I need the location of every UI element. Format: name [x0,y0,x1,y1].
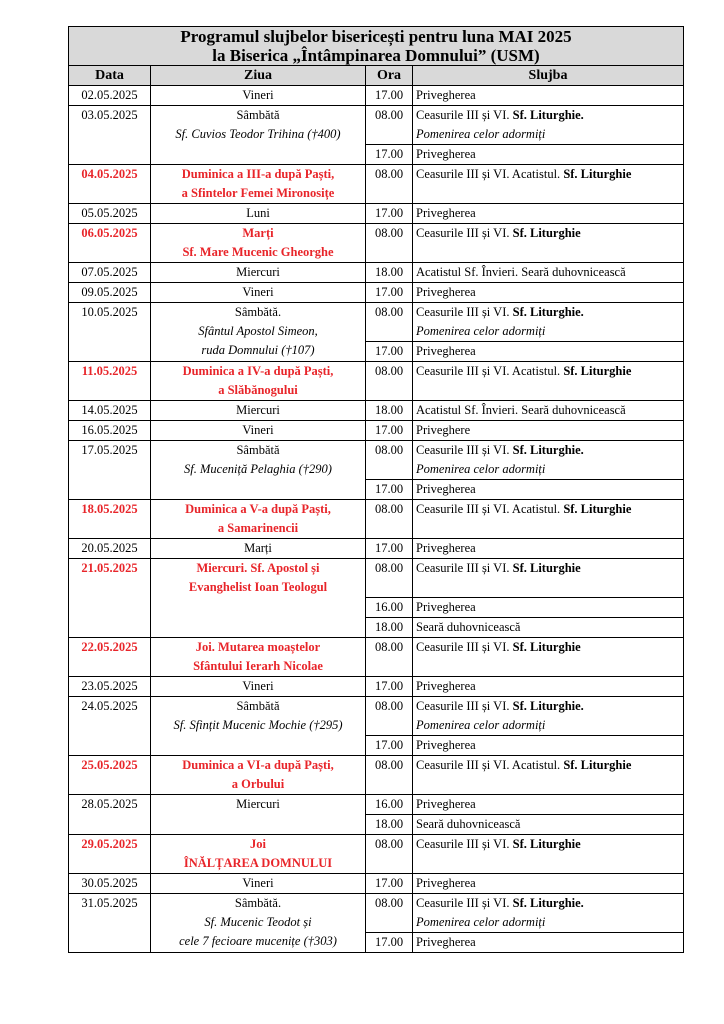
day-line: Sâmbătă [236,443,280,457]
day-saint: Sf. Muceniță Pelaghia (†290) [184,462,332,476]
slujba-text: Ceasurile III și VI. [416,108,510,122]
slujba-line [416,401,680,420]
ora-cell: 08.00 [366,303,413,342]
ora-cell: 08.00 [366,500,413,539]
slujba-text: Ceasurile III și VI. Acatistul. [416,758,561,772]
slujba-liturgy: Sf. Liturghie [563,167,632,181]
ora-cell: 08.00 [366,638,413,677]
day-line: Miercuri [236,403,280,417]
day-cell [151,795,366,835]
slujba-line [416,815,680,834]
ora-cell: 17.00 [366,480,413,500]
day-saint: ruda Domnului (†107) [201,343,315,357]
slujba-text: Privegherea [416,88,476,102]
day-cell [151,204,366,224]
slujba-text: Ceasurile III și VI. [416,305,510,319]
slujba-note: Pomenirea celor adormiți [416,915,546,929]
day-saint: Sf. Cuvios Teodor Trihina (†400) [175,127,341,141]
ora-cell: 17.00 [366,283,413,303]
ora-cell: 17.00 [366,933,413,953]
date-cell: 02.05.2025 [69,86,151,106]
table-row [69,539,684,559]
day-cell [151,401,366,421]
date-cell: 23.05.2025 [69,677,151,697]
slujba-text: Acatistul Sf. Învieri. Seară duhovnicească [416,403,626,417]
slujba-line [416,283,680,302]
slujba-text: Ceasurile III și VI. Acatistul. [416,167,561,181]
slujba-liturgy: Sf. Liturghie [512,837,581,851]
day-line: Marți [244,541,272,555]
slujba-line [416,106,680,125]
day-cell [151,835,366,874]
slujba-line [416,500,680,519]
date-cell: 09.05.2025 [69,283,151,303]
slujba-text: Privegherea [416,147,476,161]
table-row [69,401,684,421]
slujba-text: Privegherea [416,541,476,555]
day-saint: cele 7 fecioare mucenițe (†303) [179,934,337,948]
table-row [69,204,684,224]
date-cell: 14.05.2025 [69,401,151,421]
slujba-cell [413,401,684,421]
ora-cell: 18.00 [366,618,413,638]
slujba-cell [413,756,684,795]
date-cell: 24.05.2025 [69,697,151,756]
title-line-2: la Biserica „Întâmpinarea Domnului” (USM) [212,46,540,65]
slujba-text: Privegherea [416,285,476,299]
day-cell [151,362,366,401]
slujba-note: Pomenirea celor adormiți [416,127,546,141]
slujba-line [416,539,680,558]
slujba-line [416,559,680,578]
day-cell [151,106,366,165]
slujba-note: Pomenirea celor adormiți [416,324,546,338]
slujba-line [416,598,680,617]
slujba-text: Seară duhovnicească [416,620,521,634]
slujba-text: Acatistul Sf. Învieri. Seară duhovnicească [416,265,626,279]
date-cell: 20.05.2025 [69,539,151,559]
day-saint: Sf. Mucenic Teodot și [204,915,312,929]
day-line: Sâmbătă [236,699,280,713]
slujba-line [416,677,680,696]
table-row [69,756,684,795]
header-day: Ziua [151,66,366,86]
ora-cell: 08.00 [366,894,413,933]
date-cell: 25.05.2025 [69,756,151,795]
slujba-text: Ceasurile III și VI. Acatistul. [416,502,561,516]
ora-cell: 17.00 [366,539,413,559]
ora-cell: 16.00 [366,795,413,815]
ora-cell: 08.00 [366,106,413,145]
slujba-note: Pomenirea celor adormiți [416,718,546,732]
slujba-cell [413,86,684,106]
day-line: Luni [246,206,270,220]
slujba-cell [413,480,684,500]
day-line: Duminica a III-a după Paști, [181,167,335,181]
header-row [69,66,684,86]
day-cell [151,894,366,953]
date-cell: 29.05.2025 [69,835,151,874]
slujba-cell [413,224,684,263]
slujba-line [416,480,680,499]
slujba-text: Ceasurile III și VI. [416,837,510,851]
slujba-cell [413,933,684,953]
slujba-cell [413,500,684,539]
ora-cell: 16.00 [366,598,413,618]
day-cell [151,874,366,894]
slujba-cell [413,835,684,874]
slujba-cell [413,145,684,165]
slujba-line [416,874,680,893]
ora-cell: 17.00 [366,342,413,362]
title-row [69,27,684,66]
date-cell: 17.05.2025 [69,441,151,500]
slujba-liturgy: Sf. Liturghie. [512,108,584,122]
table-row [69,795,684,815]
slujba-line [416,933,680,952]
ora-cell: 17.00 [366,677,413,697]
ora-cell: 17.00 [366,86,413,106]
slujba-text: Ceasurile III și VI. Acatistul. [416,364,561,378]
day-saint: Sfântul Apostol Simeon, [198,324,318,338]
day-line: Evanghelist Ioan Teologul [188,580,328,594]
table-row [69,697,684,736]
schedule-table [68,26,684,953]
ora-cell: 17.00 [366,421,413,441]
slujba-text: Ceasurile III și VI. [416,443,510,457]
slujba-cell [413,204,684,224]
date-cell: 05.05.2025 [69,204,151,224]
slujba-cell [413,421,684,441]
slujba-cell [413,362,684,401]
date-cell: 22.05.2025 [69,638,151,677]
slujba-liturgy: Sf. Liturghie [512,561,581,575]
ora-cell: 08.00 [366,756,413,795]
day-line: Duminica a IV-a după Paști, [182,364,334,378]
slujba-cell [413,342,684,362]
table-row [69,303,684,342]
date-cell: 18.05.2025 [69,500,151,539]
day-line: Vineri [242,876,274,890]
slujba-cell [413,441,684,480]
slujba-line [416,835,680,854]
ora-cell: 17.00 [366,874,413,894]
ora-cell: 17.00 [366,204,413,224]
slujba-text: Ceasurile III și VI. [416,640,510,654]
slujba-liturgy: Sf. Liturghie [563,758,632,772]
date-cell: 11.05.2025 [69,362,151,401]
date-cell: 07.05.2025 [69,263,151,283]
slujba-text: Seară duhovnicească [416,817,521,831]
date-cell: 21.05.2025 [69,559,151,638]
table-row [69,559,684,598]
slujba-line [416,145,680,164]
slujba-text: Ceasurile III și VI. [416,896,510,910]
slujba-cell [413,874,684,894]
ora-cell: 17.00 [366,145,413,165]
day-cell [151,539,366,559]
slujba-liturgy: Sf. Liturghie. [512,896,584,910]
slujba-cell [413,697,684,736]
day-cell [151,677,366,697]
day-line: Miercuri [236,797,280,811]
day-cell [151,224,366,263]
slujba-text: Ceasurile III și VI. [416,561,510,575]
slujba-line [416,795,680,814]
table-row [69,106,684,145]
slujba-text: Privegherea [416,679,476,693]
day-line: Duminica a VI-a după Paști, [182,758,334,772]
slujba-liturgy: Sf. Liturghie. [512,305,584,319]
slujba-cell [413,638,684,677]
day-line: Sfântului Ierarh Nicolae [193,659,323,673]
slujba-text: Privegherea [416,876,476,890]
table-row [69,263,684,283]
slujba-line [416,756,680,775]
slujba-line [416,342,680,361]
table-row [69,362,684,401]
slujba-line [416,204,680,223]
slujba-cell [413,795,684,815]
slujba-cell [413,283,684,303]
header-date: Data [69,66,151,86]
date-cell: 06.05.2025 [69,224,151,263]
day-cell [151,638,366,677]
slujba-text: Privegherea [416,344,476,358]
slujba-line [416,86,680,105]
ora-cell: 08.00 [366,697,413,736]
table-row [69,421,684,441]
slujba-cell [413,815,684,835]
day-line: a Sfintelor Femei Mironosițe [181,186,335,200]
date-cell: 03.05.2025 [69,106,151,165]
table-row [69,283,684,303]
table-row [69,165,684,204]
slujba-line [416,441,680,460]
day-line: a Samarinencii [217,521,299,535]
slujba-line [416,618,680,637]
day-line: Sâmbătă. [234,896,282,910]
table-row [69,874,684,894]
day-line: Vineri [242,423,274,437]
day-cell [151,441,366,500]
slujba-text: Privegherea [416,935,476,949]
date-cell: 31.05.2025 [69,894,151,953]
header-ora: Ora [366,66,413,86]
table-row [69,500,684,539]
slujba-text: Privegherea [416,738,476,752]
slujba-cell [413,263,684,283]
slujba-line [416,638,680,657]
day-line: Vineri [242,88,274,102]
day-line: Sf. Mare Mucenic Gheorghe [182,245,334,259]
day-cell [151,421,366,441]
date-cell: 04.05.2025 [69,165,151,204]
ora-cell: 08.00 [366,165,413,204]
day-cell [151,283,366,303]
day-line: Duminica a V-a după Paști, [185,502,331,516]
slujba-text: Ceasurile III și VI. [416,699,510,713]
slujba-cell [413,165,684,204]
ora-cell: 18.00 [366,815,413,835]
day-line: Miercuri. Sf. Apostol și [196,561,320,575]
title-line-1: Programul slujbelor bisericești pentru luna MAI 2025 [180,27,572,46]
slujba-cell [413,539,684,559]
slujba-cell [413,598,684,618]
slujba-note: Pomenirea celor adormiți [416,462,546,476]
slujba-text: Privegherea [416,797,476,811]
slujba-text: Privegherea [416,206,476,220]
slujba-cell [413,677,684,697]
slujba-liturgy: Sf. Liturghie [563,364,632,378]
ora-cell: 08.00 [366,559,413,598]
day-cell [151,86,366,106]
ora-cell: 17.00 [366,736,413,756]
slujba-line [416,421,680,440]
day-cell [151,559,366,638]
slujba-cell [413,736,684,756]
slujba-liturgy: Sf. Liturghie [512,226,581,240]
day-line: Sâmbătă. [234,305,282,319]
day-cell [151,165,366,204]
day-line: Joi [250,837,266,851]
slujba-line [416,303,680,322]
day-saint: Sf. Sfințit Mucenic Mochie (†295) [173,718,343,732]
slujba-cell [413,618,684,638]
slujba-cell [413,303,684,342]
day-cell [151,263,366,283]
page-title [69,27,684,66]
day-line: Miercuri [236,265,280,279]
ora-cell: 18.00 [366,263,413,283]
ora-cell: 18.00 [366,401,413,421]
day-line: Vineri [242,679,274,693]
day-line: a Slăbănogului [218,383,298,397]
slujba-text: Ceasurile III și VI. [416,226,510,240]
day-line: Joi. Mutarea moaștelor [195,640,321,654]
day-line: Sâmbătă [236,108,280,122]
slujba-text: Priveghere [416,423,471,437]
ora-cell: 08.00 [366,835,413,874]
day-line: Marți [242,226,274,240]
schedule-body [69,86,684,953]
slujba-line [416,894,680,913]
table-row [69,224,684,263]
date-cell: 16.05.2025 [69,421,151,441]
table-row [69,86,684,106]
ora-cell: 08.00 [366,362,413,401]
table-row [69,677,684,697]
slujba-liturgy: Sf. Liturghie. [512,699,584,713]
day-cell [151,303,366,362]
slujba-line [416,224,680,243]
day-cell [151,697,366,756]
day-line: Vineri [242,285,274,299]
slujba-text: Privegherea [416,482,476,496]
header-slujba: Slujba [413,66,684,86]
slujba-liturgy: Sf. Liturghie [512,640,581,654]
slujba-cell [413,106,684,145]
slujba-line [416,165,680,184]
slujba-line [416,263,680,282]
slujba-text: Privegherea [416,600,476,614]
ora-cell: 08.00 [366,224,413,263]
slujba-line [416,362,680,381]
table-row [69,835,684,874]
slujba-cell [413,894,684,933]
slujba-liturgy: Sf. Liturghie. [512,443,584,457]
slujba-line [416,736,680,755]
day-cell [151,756,366,795]
date-cell: 30.05.2025 [69,874,151,894]
day-line: a Orbului [231,777,285,791]
day-line: ÎNĂLȚAREA DOMNULUI [183,856,333,870]
slujba-cell [413,559,684,598]
slujba-liturgy: Sf. Liturghie [563,502,632,516]
date-cell: 10.05.2025 [69,303,151,362]
ora-cell: 08.00 [366,441,413,480]
day-cell [151,500,366,539]
date-cell: 28.05.2025 [69,795,151,835]
table-row [69,894,684,933]
slujba-line [416,697,680,716]
table-row [69,441,684,480]
table-row [69,638,684,677]
